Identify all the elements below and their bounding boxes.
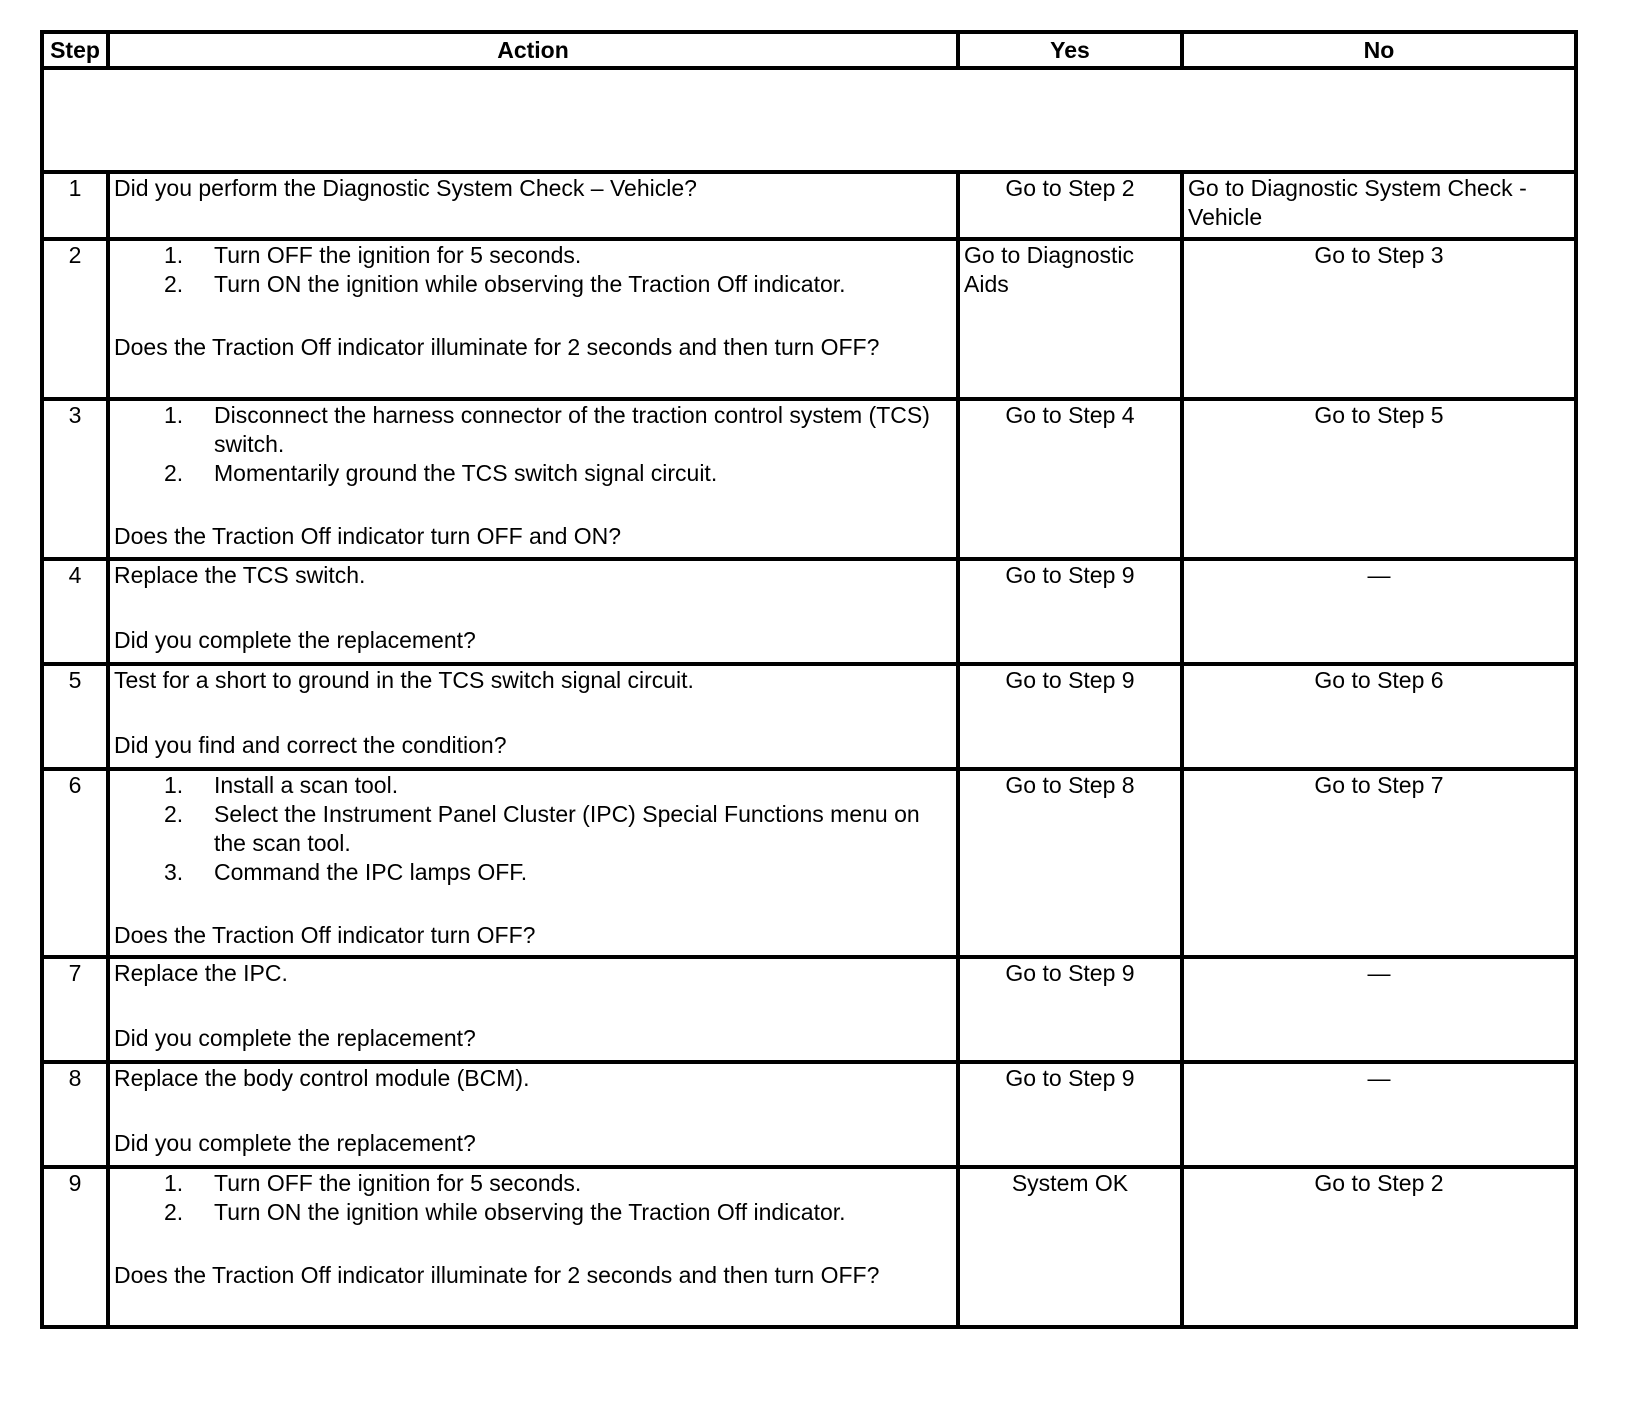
step-number: 4 (42, 559, 108, 664)
step-number: 9 (42, 1167, 108, 1327)
yes-cell: Go to Step 8 (958, 769, 1182, 957)
spacer (114, 1093, 952, 1129)
substep-number: 2. (164, 460, 184, 486)
step-number: 3 (42, 399, 108, 559)
table-row (42, 957, 1576, 1062)
spacer (114, 299, 952, 333)
table-row (42, 559, 1576, 664)
step-number: 6 (42, 769, 108, 957)
substep-text: Momentarily ground the TCS switch signal circuit. (214, 460, 718, 486)
blank-row (42, 68, 1576, 172)
substep-text: Turn OFF the ignition for 5 seconds. (214, 1170, 582, 1196)
yes-cell: Go to Step 9 (958, 1062, 1182, 1167)
action-cell (108, 664, 958, 769)
list-item (114, 459, 952, 488)
spacer (114, 988, 952, 1024)
header-step: Step (42, 32, 108, 68)
yes-cell: Go to Step 2 (958, 172, 1182, 239)
step-number: 1 (42, 172, 108, 239)
substep-number: 2. (164, 1199, 184, 1225)
table-row (42, 1062, 1576, 1167)
no-cell: — (1182, 1062, 1576, 1167)
action-cell (108, 172, 958, 239)
step-number: 5 (42, 664, 108, 769)
no-cell: Go to Diagnostic System Check - Vehicle (1182, 172, 1576, 239)
step-number: 7 (42, 957, 108, 1062)
substep-number: 1. (164, 772, 184, 798)
substep-list (114, 1169, 952, 1227)
substep-list (114, 771, 952, 887)
diagnostic-table (40, 30, 1578, 1329)
step-number: 2 (42, 239, 108, 399)
blank-cell (42, 68, 1576, 172)
spacer (114, 1227, 952, 1261)
no-cell: Go to Step 3 (1182, 239, 1576, 399)
yes-cell: Go to Diagnostic Aids (958, 239, 1182, 399)
no-cell: — (1182, 559, 1576, 664)
table-row (42, 664, 1576, 769)
header-yes: Yes (958, 32, 1182, 68)
header-no: No (1182, 32, 1576, 68)
list-item (114, 1198, 952, 1227)
action-cell (108, 1062, 958, 1167)
table-row (42, 399, 1576, 559)
substep-text: Command the IPC lamps OFF. (214, 859, 528, 885)
no-cell: Go to Step 7 (1182, 769, 1576, 957)
yes-cell: System OK (958, 1167, 1182, 1327)
spacer (114, 488, 952, 522)
no-cell: Go to Step 5 (1182, 399, 1576, 559)
substep-text: Install a scan tool. (214, 772, 399, 798)
question-text: Did you complete the replacement? (114, 627, 476, 653)
spacer (114, 695, 952, 731)
substep-text: Turn ON the ignition while observing the Traction Off indicator. (214, 271, 846, 297)
action-text: Replace the body control module (BCM). (114, 1065, 530, 1091)
action-cell (108, 239, 958, 399)
no-cell: — (1182, 957, 1576, 1062)
substep-number: 2. (164, 801, 184, 827)
substep-list (114, 241, 952, 299)
header-action: Action (108, 32, 958, 68)
action-cell (108, 1167, 958, 1327)
list-item (114, 1169, 952, 1198)
list-item (114, 241, 952, 270)
action-text: Replace the TCS switch. (114, 562, 366, 588)
substep-number: 1. (164, 242, 184, 268)
spacer (114, 887, 952, 921)
substep-number: 3. (164, 859, 184, 885)
table-row (42, 1167, 1576, 1327)
yes-cell: Go to Step 9 (958, 559, 1182, 664)
list-item (114, 401, 952, 459)
question-text: Does the Traction Off indicator illuminate for 2 seconds and then turn OFF? (114, 334, 880, 360)
substep-number: 1. (164, 1170, 184, 1196)
yes-cell: Go to Step 9 (958, 664, 1182, 769)
substep-text: Disconnect the harness connector of the traction control system (TCS) switch. (214, 402, 930, 457)
action-cell (108, 399, 958, 559)
question-text: Did you find and correct the condition? (114, 732, 507, 758)
no-cell: Go to Step 2 (1182, 1167, 1576, 1327)
table-row (42, 769, 1576, 957)
list-item (114, 800, 952, 858)
action-cell (108, 957, 958, 1062)
question-text: Did you complete the replacement? (114, 1025, 476, 1051)
action-cell (108, 769, 958, 957)
substep-text: Select the Instrument Panel Cluster (IPC) Special Functions menu on the scan tool. (214, 801, 920, 856)
substep-number: 2. (164, 271, 184, 297)
substep-text: Turn ON the ignition while observing the Traction Off indicator. (214, 1199, 846, 1225)
yes-cell: Go to Step 4 (958, 399, 1182, 559)
action-text: Replace the IPC. (114, 960, 288, 986)
spacer (114, 590, 952, 626)
question-text: Does the Traction Off indicator illuminate for 2 seconds and then turn OFF? (114, 1262, 880, 1288)
substep-number: 1. (164, 402, 184, 428)
action-cell (108, 559, 958, 664)
list-item (114, 858, 952, 887)
table-row (42, 239, 1576, 399)
list-item (114, 270, 952, 299)
list-item (114, 771, 952, 800)
action-text: Test for a short to ground in the TCS switch signal circuit. (114, 667, 694, 693)
question-text: Does the Traction Off indicator turn OFF and ON? (114, 523, 622, 549)
yes-cell: Go to Step 9 (958, 957, 1182, 1062)
table-row (42, 172, 1576, 239)
step-number: 8 (42, 1062, 108, 1167)
table-header-row (42, 32, 1576, 68)
question-text: Did you complete the replacement? (114, 1130, 476, 1156)
no-cell: Go to Step 6 (1182, 664, 1576, 769)
substep-text: Turn OFF the ignition for 5 seconds. (214, 242, 582, 268)
question-text: Does the Traction Off indicator turn OFF? (114, 922, 536, 948)
action-text: Did you perform the Diagnostic System Check – Vehicle? (114, 175, 697, 201)
substep-list (114, 401, 952, 488)
